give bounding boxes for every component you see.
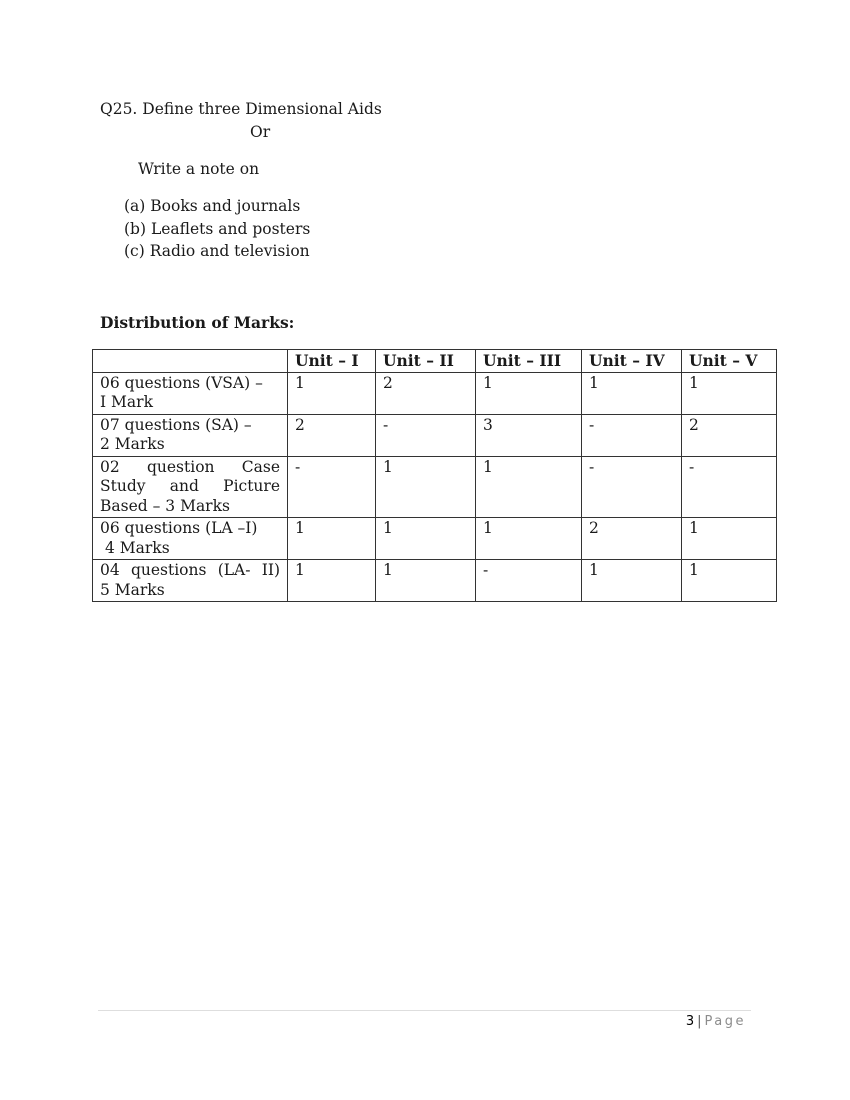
question-text: Define three Dimensional Aids xyxy=(142,100,382,118)
table-row xyxy=(93,456,777,518)
row-label-cell xyxy=(93,560,288,602)
question-number: Q25. xyxy=(100,100,138,118)
row-label-line: 2 Marks xyxy=(100,435,165,453)
note-options-list xyxy=(124,195,310,263)
question-title xyxy=(100,100,382,118)
table-cell: 1 xyxy=(288,518,376,560)
row-label-line: Based – 3 Marks xyxy=(100,496,230,515)
row-label-cell xyxy=(93,456,288,518)
row-label-line: Study and Picture xyxy=(100,477,280,495)
table-cell: 1 xyxy=(476,518,582,560)
header-cell-blank xyxy=(93,350,288,373)
table-cell: - xyxy=(476,560,582,602)
note-option-a: (a) Books and journals xyxy=(124,197,301,215)
table-cell: 1 xyxy=(476,456,582,518)
footer-separator: | xyxy=(697,1014,702,1029)
row-label-line: 04 questions (LA- II) xyxy=(100,561,280,579)
row-label-line: 07 questions (SA) – xyxy=(100,415,252,434)
page-footer xyxy=(686,1014,746,1029)
table-row xyxy=(93,414,777,456)
table-cell: 1 xyxy=(582,560,682,602)
note-option-c: (c) Radio and television xyxy=(124,242,310,260)
table-cell: 3 xyxy=(476,414,582,456)
row-label-cell xyxy=(93,372,288,414)
page-label: Page xyxy=(704,1014,746,1029)
table-cell: 1 xyxy=(476,372,582,414)
header-cell-unit-2: Unit – II xyxy=(376,350,476,373)
table-cell: 1 xyxy=(376,518,476,560)
header-cell-unit-4: Unit – IV xyxy=(582,350,682,373)
table-cell: - xyxy=(288,456,376,518)
header-cell-unit-1: Unit – I xyxy=(288,350,376,373)
table-row xyxy=(93,518,777,560)
table-header-row xyxy=(93,350,777,373)
table-cell: 2 xyxy=(288,414,376,456)
table-cell: 1 xyxy=(288,372,376,414)
row-label-cell xyxy=(93,518,288,560)
distribution-heading: Distribution of Marks: xyxy=(100,313,295,332)
note-prompt: Write a note on xyxy=(138,160,260,178)
table-cell: 1 xyxy=(682,372,777,414)
header-cell-unit-5: Unit – V xyxy=(682,350,777,373)
table-cell: 1 xyxy=(582,372,682,414)
note-option-b: (b) Leaflets and posters xyxy=(124,219,311,238)
table-cell: - xyxy=(582,414,682,456)
question-or: Or xyxy=(250,123,271,141)
table-cell: 1 xyxy=(288,560,376,602)
row-label-line: I Mark xyxy=(100,393,153,411)
table-cell: 1 xyxy=(682,560,777,602)
table-cell: 2 xyxy=(682,414,777,456)
table-cell: 1 xyxy=(376,456,476,518)
table-cell: 2 xyxy=(376,372,476,414)
footer-divider xyxy=(98,1010,751,1011)
page-number: 3 xyxy=(685,1014,695,1029)
table-row xyxy=(93,372,777,414)
row-label-line: 5 Marks xyxy=(100,580,165,599)
table-cell: - xyxy=(682,456,777,518)
table-cell: - xyxy=(582,456,682,518)
row-label-line: 4 Marks xyxy=(105,538,170,557)
table-cell: 1 xyxy=(376,560,476,602)
marks-distribution-table xyxy=(92,349,777,602)
row-label-line: 06 questions (VSA) – xyxy=(100,373,263,392)
row-label-cell xyxy=(93,414,288,456)
row-label-line: 06 questions (LA –I) xyxy=(100,519,258,537)
table-row xyxy=(93,560,777,602)
table-cell: 2 xyxy=(582,518,682,560)
header-cell-unit-3: Unit – III xyxy=(476,350,582,373)
row-label-line: 02 question Case xyxy=(100,457,280,476)
table-cell: - xyxy=(376,414,476,456)
table-cell: 1 xyxy=(682,518,777,560)
